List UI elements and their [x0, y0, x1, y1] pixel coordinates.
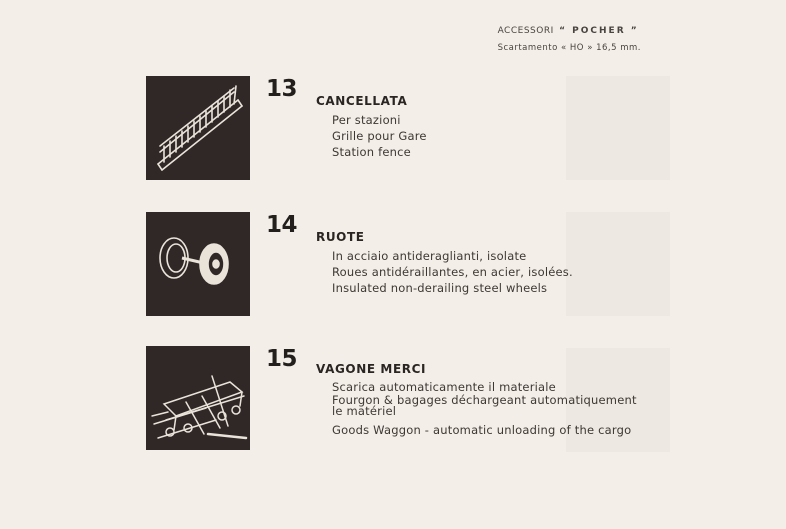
description-italian: Scarica automaticamente il materiale	[332, 380, 556, 394]
station-fence-illustration	[146, 76, 250, 180]
item-description	[332, 248, 672, 296]
description-italian: Per stazioni	[332, 113, 401, 127]
item-title: RUOTE	[316, 230, 365, 244]
series-label: ACCESSORI	[497, 26, 554, 36]
description-french: Fourgon & bagages déchargeant automatiquement le matériel	[332, 393, 637, 418]
catalog-item-15	[146, 346, 666, 452]
description-italian: In acciaio antideraglianti, isolate	[332, 249, 527, 263]
item-title: CANCELLATA	[316, 94, 408, 108]
description-english: Station fence	[332, 145, 411, 159]
item-description	[332, 379, 647, 438]
description-english: Goods Waggon - automatic unloading of the cargo	[332, 423, 632, 437]
catalog-item-14	[146, 212, 666, 318]
goods-waggon-illustration	[146, 346, 250, 450]
gauge-label: Scartamento « HO » 16,5 mm.	[497, 43, 641, 53]
wheelset-illustration	[146, 212, 250, 316]
description-french: Grille pour Gare	[332, 129, 427, 143]
item-number: 14	[266, 212, 298, 238]
brand-name: “ POCHER ”	[559, 26, 639, 36]
item-title: VAGONE MERCI	[316, 362, 427, 376]
header-line-1	[498, 26, 641, 36]
catalog-item-13	[146, 76, 666, 182]
item-description	[332, 112, 652, 160]
wheelset-drawing	[146, 212, 250, 316]
description-french: Roues antidéraillantes, en acier, isolées.	[332, 265, 573, 279]
fence-drawing	[146, 76, 250, 180]
waggon-drawing	[146, 346, 250, 450]
description-english: Insulated non-derailing steel wheels	[332, 281, 548, 295]
item-number: 13	[266, 76, 298, 102]
page-header	[498, 26, 641, 53]
item-number: 15	[266, 346, 298, 372]
